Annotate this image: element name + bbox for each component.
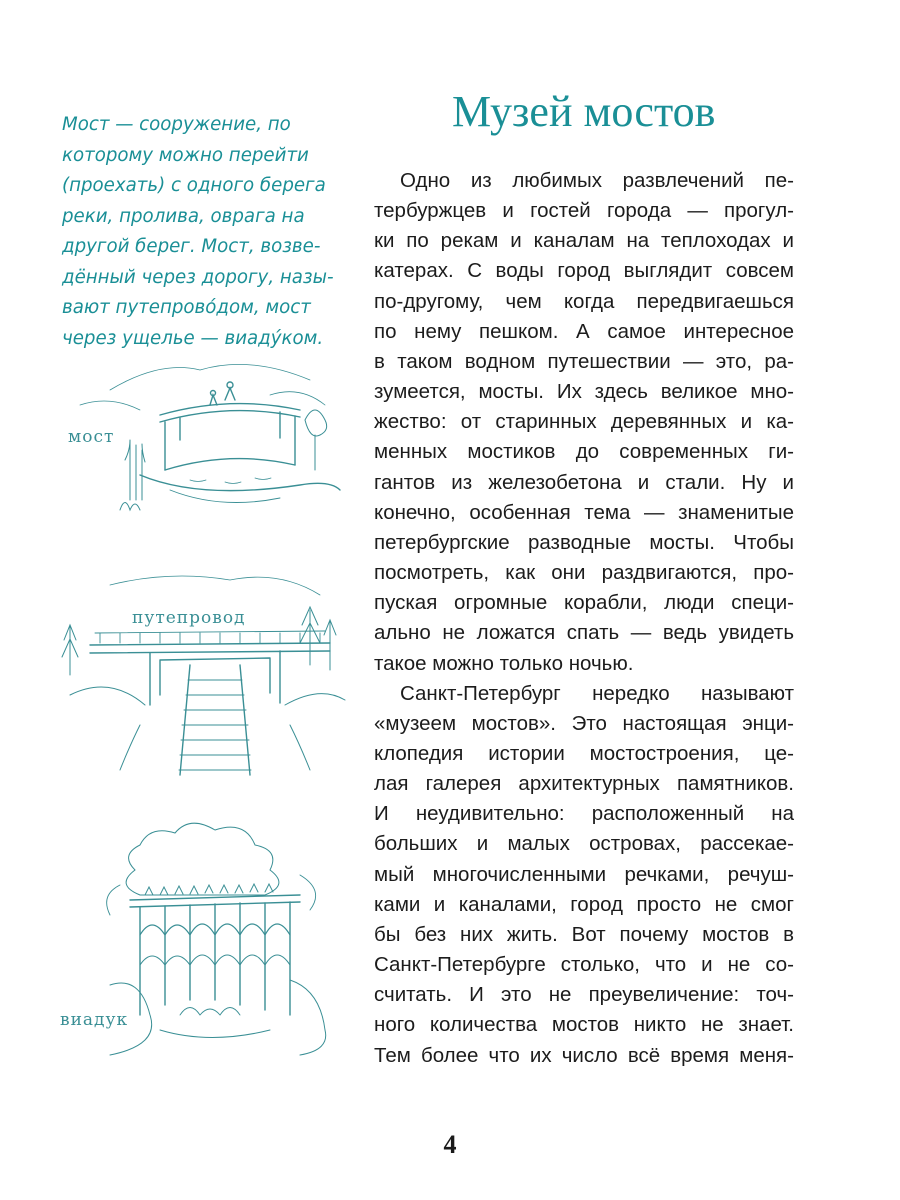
page-number: 4 (443, 1130, 457, 1159)
sidebar-line: другой берег. Мост, возве- (62, 236, 321, 257)
paragraph-line: считать. И это не преувеличение: точ- (374, 983, 794, 1007)
paragraph-line: по нему пешком. А самое интересное (374, 319, 794, 343)
paragraph-line: конечно, особенная тема — знаменитые (374, 500, 794, 524)
overpass-illustration (50, 565, 350, 780)
page-title: Музей мостов (452, 87, 716, 136)
paragraph-line: пуская огромные корабли, люди специ- (374, 591, 794, 615)
paragraph-line: по-другому, чем когда передвигаешься (374, 289, 794, 313)
sidebar-line: реки, пролива, оврага на (62, 205, 305, 227)
paragraph-line: гантов из железобетона и стали. Ну и (374, 470, 794, 494)
paragraph-line: в таком водном путешествии — это, ра- (374, 349, 794, 373)
sidebar-line: которому можно перейти (62, 144, 309, 166)
sidebar-line: вают путепровóдом, мост (62, 297, 311, 318)
paragraph-line: клопедия истории мостостроения, це- (374, 741, 794, 765)
sidebar-line: (проехать) с одного берега (62, 175, 326, 196)
paragraph-line: петербургские разводные мосты. Чтобы (374, 530, 794, 554)
sidebar-line: дённый через дорогу, назы- (62, 266, 334, 288)
sidebar-line: Мост — сооружение, по (62, 114, 291, 135)
paragraph-line: зумеется, мосты. Их здесь великое мно- (374, 380, 794, 404)
paragraph-line: катерах. С воды город выглядит совсем (374, 259, 794, 283)
paragraph-line: И неудивительно: расположенный на (374, 802, 794, 826)
bridge-illustration (50, 350, 350, 530)
paragraph-line: ками и каналами, город просто не смог (374, 892, 794, 916)
paragraph-line: бы без них жить. Вот почему мостов в (374, 922, 794, 946)
sidebar-line: через ущелье — виадýком. (62, 327, 324, 349)
paragraph-line: тербуржцев и гостей города — прогул- (374, 199, 794, 223)
paragraph-line: Тем более что их число всё время меня- (374, 1043, 794, 1067)
paragraph-line: ально не ложатся спать — ведь увидеть (374, 621, 794, 645)
paragraph-line: Одно из любимых развлечений пе- (400, 169, 794, 192)
body-text (374, 166, 794, 1071)
paragraph-line: больших и малых островах, рассекае- (374, 832, 794, 856)
paragraph-line: менных мостиков до современных ги- (374, 440, 794, 464)
sidebar-definition-note (62, 110, 352, 354)
bridge-sketch-label: мост (68, 427, 115, 447)
overpass-sketch-label: путепровод (132, 608, 246, 628)
viaduct-sketch-label: виадук (60, 1010, 129, 1030)
paragraph-line: лая галерея архитектурных памятников. (374, 772, 794, 796)
paragraph-line: мый многочисленными речками, речуш- (374, 862, 794, 886)
viaduct-illustration (50, 815, 350, 1060)
paragraph-line: ного количества мостов никто не знает. (374, 1013, 794, 1037)
paragraph-line: Санкт-Петербурге столько, что и не со- (374, 953, 794, 977)
paragraph-line: ки по рекам и каналам на теплоходах и (374, 229, 794, 253)
paragraph-line: такое можно только ночью. (374, 651, 634, 675)
paragraph-line: «музеем мостов». Это настоящая энци- (374, 711, 794, 735)
paragraph-line: Санкт-Петербург нередко называют (400, 681, 794, 705)
paragraph-line: жество: от старинных деревянных и ка- (374, 410, 794, 434)
paragraph-line: посмотреть, как они раздвигаются, про- (374, 561, 794, 585)
